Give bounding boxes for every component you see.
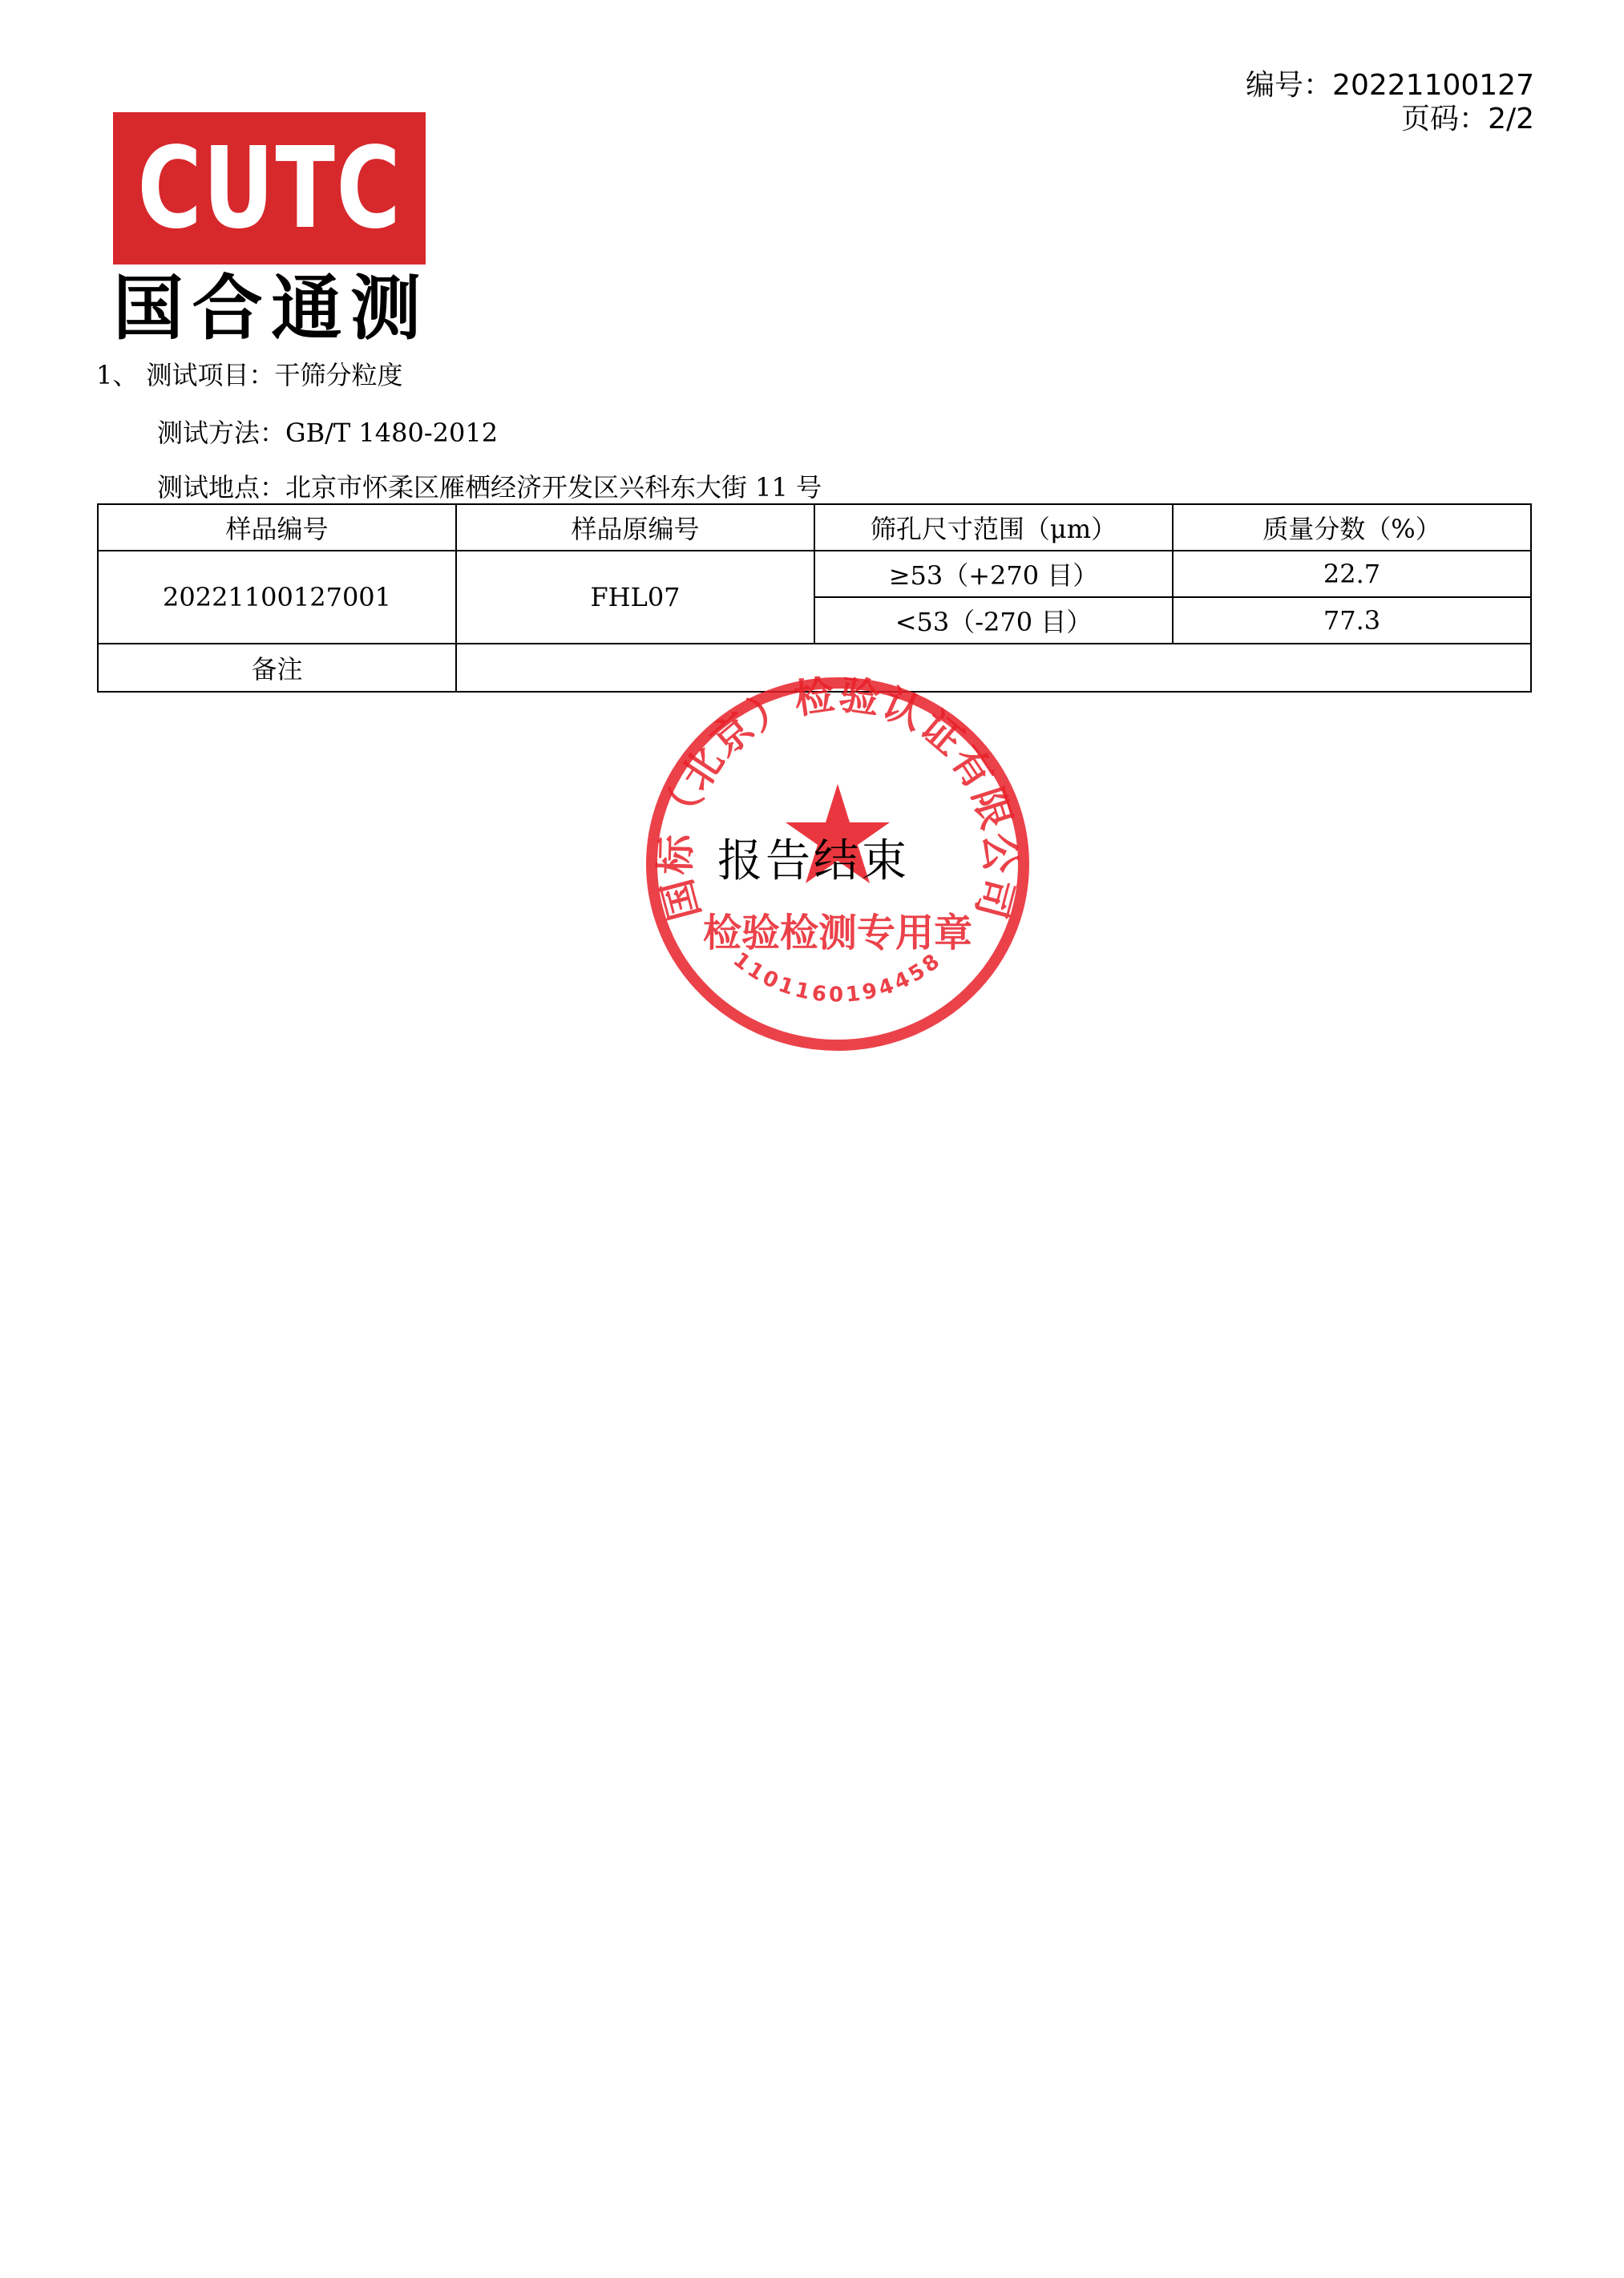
sample-no-cell: 20221100127001	[98, 551, 456, 644]
test-method-line: 测试方法：GB/T 1480-2012	[157, 418, 499, 448]
page-number-label: 页码：	[1401, 103, 1489, 135]
report-number	[1246, 69, 1534, 103]
table-row	[98, 551, 1531, 597]
logo-char: 测	[349, 267, 426, 349]
test-location-line: 测试地点：北京市怀柔区雁栖经济开发区兴科东大街 11 号	[157, 472, 822, 503]
header-sieve-range: 筛孔尺寸范围（μm）	[814, 504, 1173, 551]
logo-char: 通	[271, 267, 347, 349]
header-mass-fraction: 质量分数（%）	[1173, 504, 1531, 551]
orig-no-cell: FHL07	[456, 551, 814, 644]
page-number	[1246, 103, 1534, 136]
fraction-cell: 77.3	[1173, 597, 1531, 644]
remark-label-cell: 备注	[98, 644, 456, 692]
logo-char: 国	[113, 267, 189, 349]
table-header-row	[98, 504, 1531, 551]
report-meta	[1246, 69, 1534, 136]
header-orig-no: 样品原编号	[456, 504, 814, 551]
seal-number: 1101160194458	[728, 947, 947, 1008]
seal-outer-text: 国标（北京）检验认证有限公司	[652, 671, 1024, 925]
page-number-value: 2/2	[1488, 103, 1534, 135]
seal-inner-text: 检验检测专用章	[702, 911, 973, 955]
company-logo	[113, 112, 426, 349]
logo-chinese-name	[113, 267, 426, 349]
range-cell: <53（-270 目）	[814, 597, 1173, 644]
report-end-text: 报告结束	[717, 835, 910, 887]
range-cell: ≥53（+270 目）	[814, 551, 1173, 597]
logo-red-box	[113, 112, 426, 265]
logo-abbr: CUTC	[137, 123, 402, 254]
report-number-value: 20221100127	[1332, 69, 1534, 102]
fraction-cell: 22.7	[1173, 551, 1531, 597]
report-number-label: 编号：	[1246, 69, 1333, 102]
header-sample-no: 样品编号	[98, 504, 456, 551]
test-item-line: 1、 测试项目：干筛分粒度	[96, 360, 403, 390]
logo-char: 合	[192, 267, 268, 349]
